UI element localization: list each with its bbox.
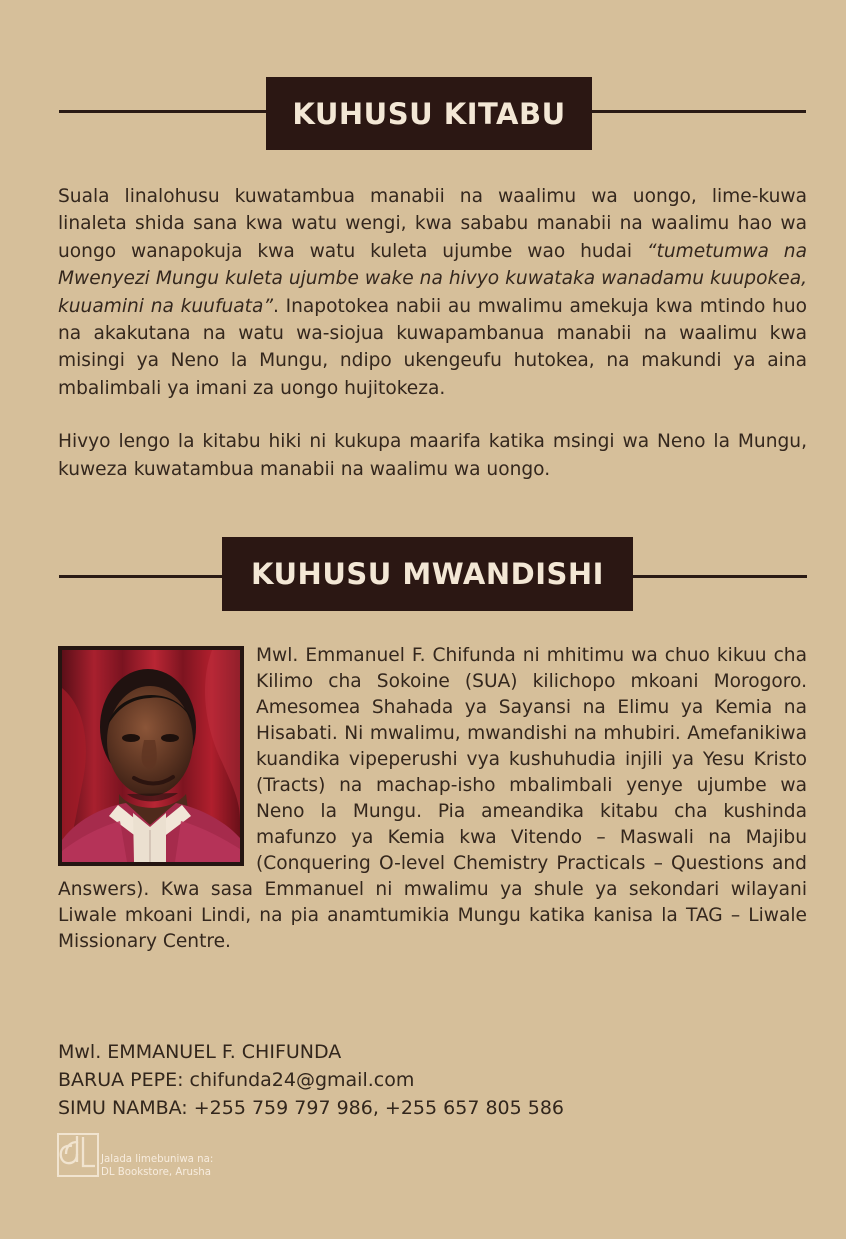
credit-line-2: DL Bookstore, Arusha	[101, 1167, 211, 1178]
about-author-heading	[222, 537, 633, 611]
about-book-paragraph-2: Hivyo lengo la kitabu hiki ni kukupa maarifa katika msingi wa Neno la Mungu, kuweza kuwatambua manabii na waalimu wa uongo.	[58, 431, 807, 480]
about-author-heading-text: KUHUSU MWANDISHI	[251, 557, 604, 591]
about-book-heading-text: KUHUSU KITABU	[292, 96, 566, 131]
credit-line-1: Jalada limebuniwa na:	[101, 1154, 214, 1165]
author-email: BARUA PEPE: chifunda24@gmail.com	[58, 1069, 415, 1091]
about-book-text	[58, 183, 807, 483]
heading-rule-left	[59, 110, 268, 113]
author-portrait-image	[62, 650, 240, 862]
author-photo	[58, 646, 244, 866]
author-phone: SIMU NAMBA: +255 759 797 986, +255 657 805 586	[58, 1097, 565, 1119]
heading-rule-right	[632, 575, 807, 578]
heading-rule-left	[59, 575, 225, 578]
dl-logo-icon	[57, 1133, 99, 1177]
about-book-paragraph-1: Suala linalohusu kuwatambua manabii na waalimu wa uongo, lime-kuwa linaleta shida sana kwa watu wengi, kwa sababu manabii na waalimu hao wa uongo wanapokuja kwa watu kuleta ujumbe wao hudai “tumetumwa na Mwenyezi Mungu kuleta ujumbe wake na hivyo kuwataka wanadamu kuupokea, kuuamini na kuufuata”. Inapotokea nabii au mwalimu amekuja kwa mtindo huo na akakutana na watu wa-siojua kuwapambanua manabii na waalimu kwa misingi ya Neno la Mungu, ndipo ukengeufu hutokea, na makundi ya aina mbalimbali ya imani za uongo hujitokeza.	[58, 186, 807, 399]
author-name: Mwl. EMMANUEL F. CHIFUNDA	[58, 1041, 342, 1063]
about-book-heading	[266, 77, 592, 150]
contact-block	[58, 1038, 564, 1122]
heading-rule-right	[592, 110, 806, 113]
author-bio: Mwl. Emmanuel F. Chifunda ni mhitimu wa chuo kikuu cha Kilimo cha Sokoine (SUA) kilichopo mkoani Morogoro. Amesomea Shahada ya Sayansi na Elimu ya Kemia na Hisabati. Ni mwalimu, mwandishi na mhubiri. Amefanikiwa kuandika vipeperushi vya kushuhudia injili ya Yesu Kristo (Tracts) na machap-isho mbalimbali yenye ujumbe wa Neno la Mungu. Pia ameandika kitabu cha kushinda mafunzo ya Kemia kwa Vitendo – Maswali na Majibu (Conquering O-level Chemistry Practicals – Questions and Answers). Kwa sasa Emmanuel ni mwalimu ya shule ya sekondari wilayani Liwale mkoani Lindi, na pia anamtumikia Mungu katika kanisa la TAG – Liwale Missionary Centre.	[58, 645, 807, 952]
dl-logo-mark	[59, 1135, 97, 1175]
cover-design-credit	[101, 1153, 213, 1179]
book-quote: “tumetumwa na Mwenyezi Mungu kuleta ujumbe wake na hivyo kuwataka wanadamu kuupokea, kuuamini na kuufuata”	[58, 240, 807, 317]
